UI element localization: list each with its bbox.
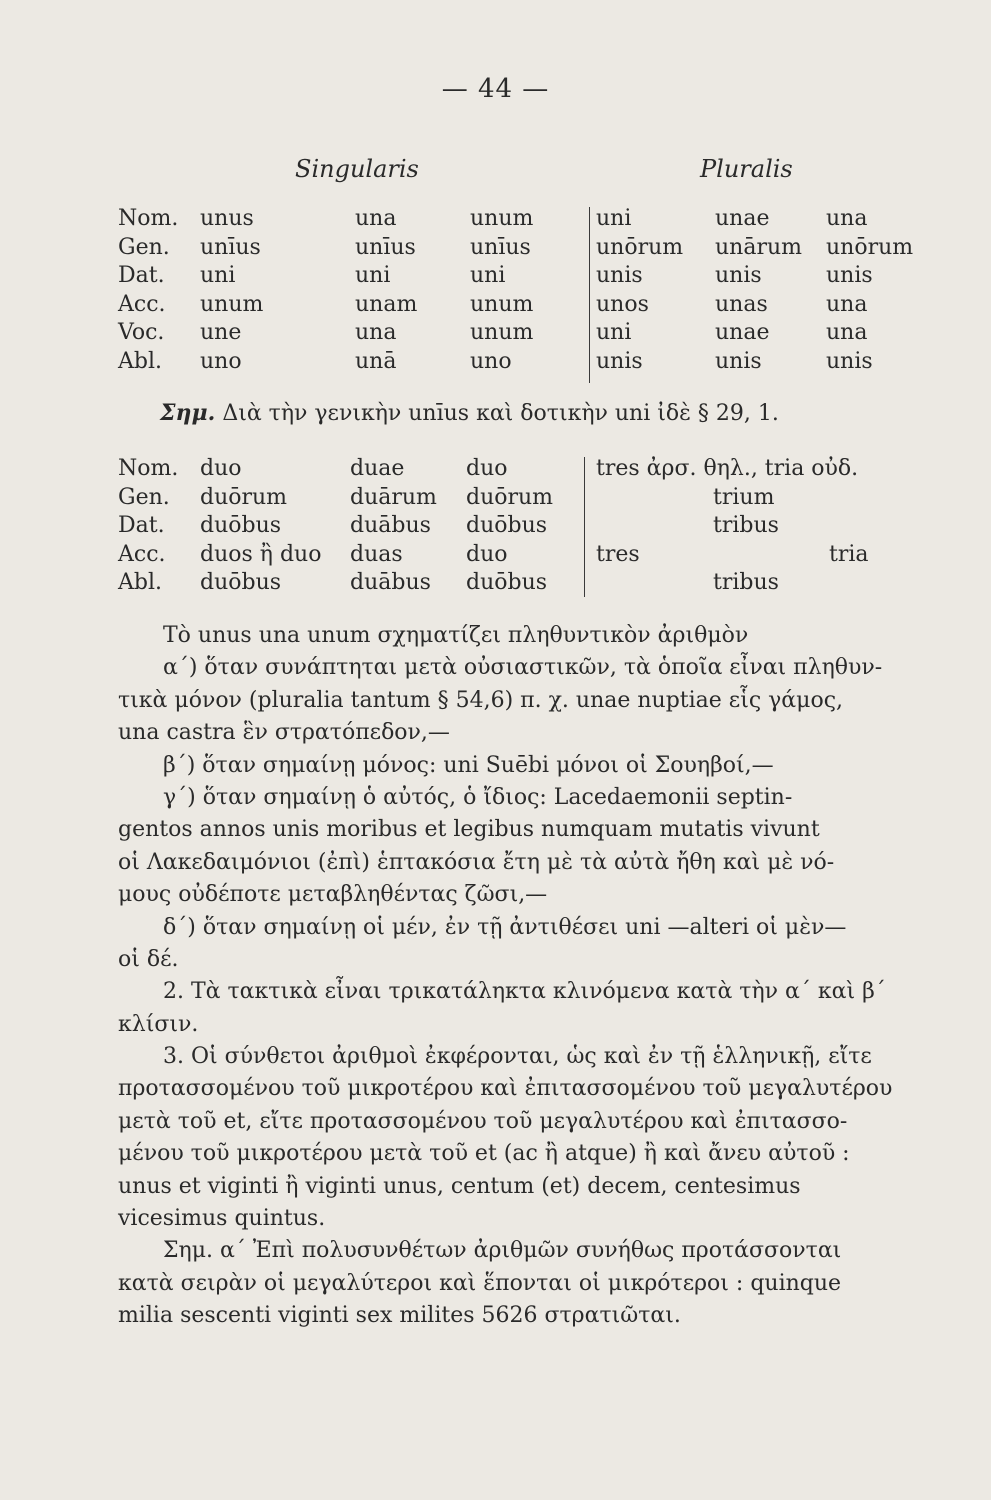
table-cell-s2: unīus xyxy=(355,234,416,260)
table-cell-b: duārum xyxy=(350,484,437,510)
table-cell-pc: tribus xyxy=(713,570,779,595)
table-cell-p1: unis xyxy=(596,348,643,374)
text-line: 2. Τὰ τακτικὰ εἶναι τρικατάληκτα κλινόμενα κατὰ τὴν α΄ καὶ β΄ xyxy=(163,979,886,1005)
text-line: κλίσιν. xyxy=(118,1011,199,1037)
table-cell-s2: una xyxy=(355,320,397,345)
table-cell-pr: tria xyxy=(829,541,869,567)
text-line: δ΄) ὅταν σημαίνῃ οἱ μέν, ἐν τῇ ἀντιθέσει uni —alteri οἱ μὲν— xyxy=(163,914,847,940)
text-line: gentos annos unis moribus et legibus numquam mutatis vivunt xyxy=(118,817,820,843)
table-cell-p1: unōrum xyxy=(596,234,684,260)
table-cell-p3: unis xyxy=(826,263,873,288)
text-line: unus et viginti ἢ viginti unus, centum (et) decem, centesimus xyxy=(118,1173,801,1199)
table-cell-b: duābus xyxy=(350,513,431,538)
table-cell-c: duōbus xyxy=(466,513,548,538)
table-cell-s1: unīus xyxy=(200,234,261,260)
text-line: μένου τοῦ μικροτέρου μετὰ τοῦ et (ac ἢ atque) ἢ καὶ ἄνευ αὐτοῦ : xyxy=(118,1141,850,1167)
table-cell-p2: unae xyxy=(715,320,770,345)
table-cell-case: Abl. xyxy=(118,348,162,374)
text-line: α΄) ὅταν συνάπτηται μετὰ οὐσιαστικῶν, τὰ ὁποῖα εἶναι πληθυν- xyxy=(163,655,883,681)
table-cell-case: Acc. xyxy=(118,541,166,567)
text-line: Σημ. α΄ Ἐπὶ πολυσυνθέτων ἀριθμῶν συνήθως προτάσσονται xyxy=(163,1238,842,1264)
table-cell-c: duo xyxy=(466,456,508,481)
table-cell-s3: unīus xyxy=(470,234,531,260)
table-cell-p3: unōrum xyxy=(826,234,914,260)
table1-divider xyxy=(589,207,590,383)
text-line: γ΄) ὅταν σημαίνῃ ὁ αὐτός, ὁ ἴδιος: Lacedaemonii septin- xyxy=(163,784,793,810)
table-cell-b: duae xyxy=(350,456,405,481)
text-line: 3. Οἱ σύνθετοι ἀριθμοὶ ἐκφέρονται, ὡς καὶ ἐν τῇ ἑλληνικῇ, εἴτε xyxy=(163,1044,872,1070)
body-text xyxy=(118,620,933,1333)
table-cell-case: Nom. xyxy=(118,206,179,231)
table-cell-p2: unae xyxy=(715,206,770,231)
table-cell-case: Nom. xyxy=(118,456,179,481)
note-text: Διὰ τὴν γενικὴν unīus καὶ δοτικὴν uni ἰδὲ § 29, 1. xyxy=(222,401,779,426)
table-cell-case: Abl. xyxy=(118,570,162,595)
table-cell-p3: una xyxy=(826,320,868,345)
text-line: τικὰ μόνον (pluralia tantum § 54,6) π. χ. unae nuptiae εἷς γάμος, xyxy=(118,687,844,713)
text-line: una castra ἓν στρατόπεδον,— xyxy=(118,720,450,746)
table-cell-s2: unam xyxy=(355,291,418,317)
note-1 xyxy=(160,400,779,426)
table-cell-s1: unus xyxy=(200,206,254,231)
singular-header: Singularis xyxy=(295,155,419,183)
table-cell-case: Dat. xyxy=(118,263,165,288)
table-cell-c: duo xyxy=(466,541,508,567)
table-cell-s1: uno xyxy=(200,348,242,374)
table-cell-p2: unis xyxy=(715,263,762,288)
table-cell-p1: unis xyxy=(596,263,643,288)
note-label: Σημ. xyxy=(160,400,216,426)
text-line: προτασσομένου τοῦ μικροτέρου καὶ ἐπιτασσομένου τοῦ μεγαλυτέρου xyxy=(118,1076,893,1102)
table-cell-case: Voc. xyxy=(118,320,165,345)
text-line: οἱ Λακεδαιμόνιοι (ἐπὶ) ἑπτακόσια ἔτη μὲ τὰ αὐτὰ ἤθη καὶ μὲ νό- xyxy=(118,849,835,875)
table-cell-case: Acc. xyxy=(118,291,166,317)
table-cell-case: Gen. xyxy=(118,484,170,510)
table-cell-s3: unum xyxy=(470,291,534,317)
table-cell-s1: unum xyxy=(200,291,264,317)
table-cell-a: duōbus xyxy=(200,570,282,595)
table-cell-pl: tres ἀρσ. θηλ., tria οὐδ. xyxy=(596,456,859,481)
table-cell-s3: uni xyxy=(470,263,506,288)
table-cell-p3: una xyxy=(826,291,868,317)
table-cell-a: duōrum xyxy=(200,484,288,510)
text-line: μετὰ τοῦ et, εἴτε προτασσομένου τοῦ μεγαλυτέρου καὶ ἐπιτασσο- xyxy=(118,1108,848,1134)
table-cell-p1: unos xyxy=(596,291,649,317)
table-cell-s3: uno xyxy=(470,348,512,374)
table-cell-s2: uni xyxy=(355,263,391,288)
table-cell-pc: tribus xyxy=(713,513,779,538)
table-cell-p2: unārum xyxy=(715,234,803,260)
plural-header: Pluralis xyxy=(700,155,793,183)
table-cell-s3: unum xyxy=(470,206,534,231)
table-cell-p3: una xyxy=(826,206,868,231)
text-line: οἱ δέ. xyxy=(118,946,179,972)
text-line: κατὰ σειρὰν οἱ μεγαλύτεροι καὶ ἕπονται οἱ μικρότεροι : quinque xyxy=(118,1270,842,1296)
table-cell-p3: unis xyxy=(826,348,873,374)
table-cell-s1: une xyxy=(200,320,242,345)
text-line: Τὸ unus una unum σχηματίζει πληθυντικὸν ἀριθμὸν xyxy=(163,623,749,648)
table-cell-case: Dat. xyxy=(118,513,165,538)
table-cell-case: Gen. xyxy=(118,234,170,260)
text-line: β΄) ὅταν σημαίνῃ μόνος: uni Suēbi μόνοι οἱ Σουηβοί,— xyxy=(163,752,774,778)
table-cell-c: duōrum xyxy=(466,484,554,510)
table-cell-c: duōbus xyxy=(466,570,548,595)
text-line: μους οὐδέποτε μεταβληθέντας ζῶσι,— xyxy=(118,882,548,908)
table-cell-s2: unā xyxy=(355,348,397,374)
table-cell-p2: unis xyxy=(715,348,762,374)
table-cell-a: duos ἢ duo xyxy=(200,541,322,567)
table2-divider xyxy=(584,457,585,597)
table-cell-s1: uni xyxy=(200,263,236,288)
table-cell-b: duābus xyxy=(350,570,431,595)
text-line: milia sescenti viginti sex milites 5626 στρατιῶται. xyxy=(118,1303,681,1329)
table-cell-a: duo xyxy=(200,456,242,481)
table-cell-p1: uni xyxy=(596,320,632,345)
table-cell-p2: unas xyxy=(715,291,768,317)
table-cell-pc: trium xyxy=(713,484,775,510)
page-number: — 44 — xyxy=(441,74,550,104)
table-cell-a: duōbus xyxy=(200,513,282,538)
table-cell-s2: una xyxy=(355,206,397,231)
table-cell-pl: tres xyxy=(596,541,640,567)
text-line: vicesimus quintus. xyxy=(118,1206,326,1232)
table-cell-p1: uni xyxy=(596,206,632,231)
table-cell-b: duas xyxy=(350,541,403,567)
table-cell-s3: unum xyxy=(470,320,534,345)
